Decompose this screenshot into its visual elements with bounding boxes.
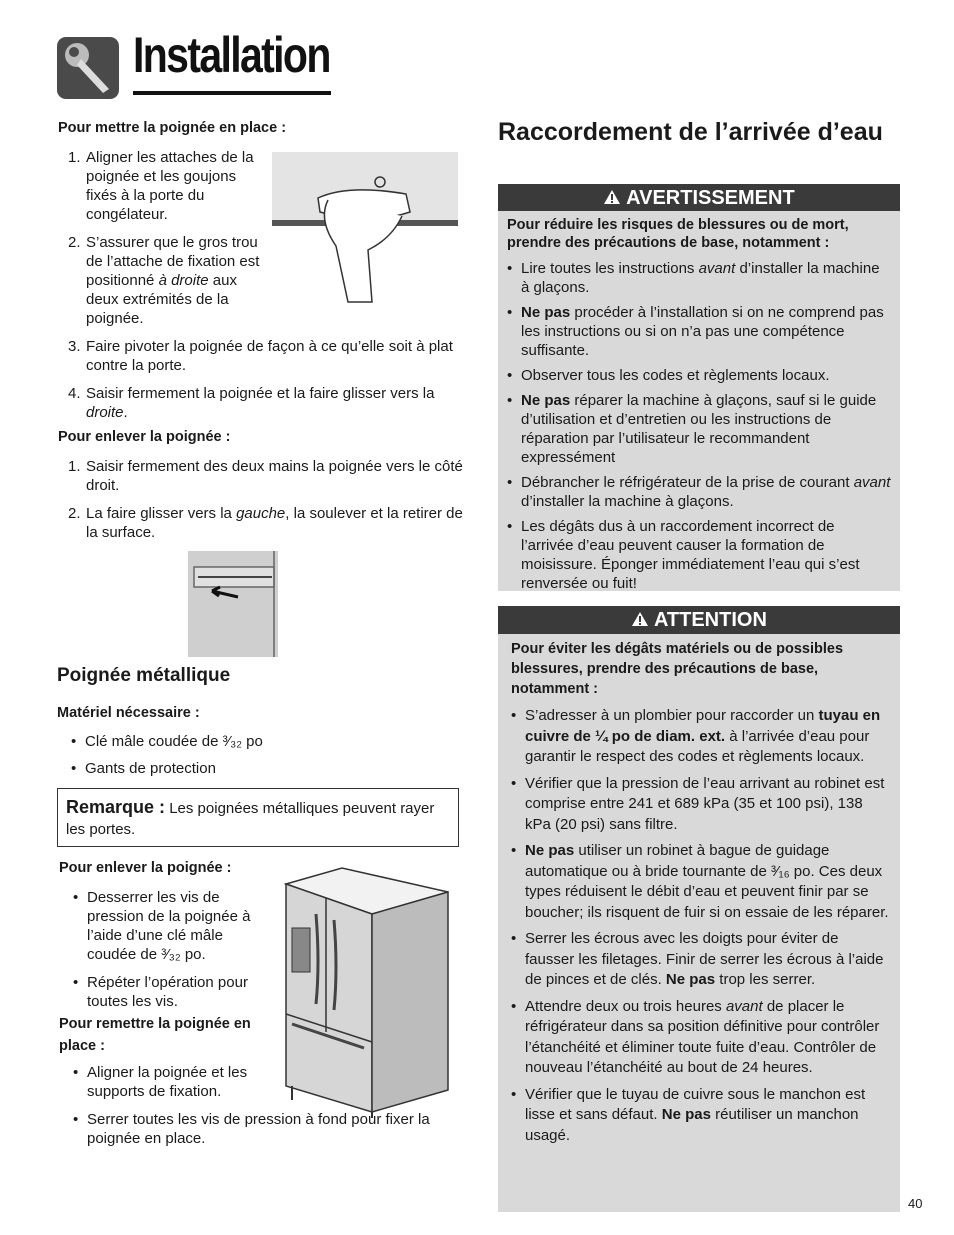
subheading-reinstall-metal-handle: Pour remettre la poignée en place : (59, 1016, 251, 1054)
attention-list (525, 706, 891, 1152)
title-underline (133, 91, 331, 95)
list-item (521, 473, 891, 511)
text-run: Saisir fermement la poignée et la faire glisser vers la (86, 385, 435, 402)
materials-label: Matériel nécessaire : (57, 705, 200, 721)
warning-list (521, 259, 891, 599)
reinstall-metal-item: • Aligner la poignée et les supports de fixation. (87, 1063, 273, 1101)
page-number: 40 (908, 1196, 923, 1211)
warning-label: AVERTISSEMENT (626, 187, 795, 209)
step-1: 1. Aligner les attaches de la poignée et les goujons fixés à la porte du congélateur. (68, 149, 254, 223)
text-run: utiliser un robinet à bague de guidage automatique ou à bride tournante de ³⁄₁₆ po. Ces deux types réduisent le débit d’eau et peuvent finir par se boucher; ils risquent de fuir si on essaie de les réparer. (525, 842, 889, 921)
text-run: avant (853, 474, 891, 491)
list-item (521, 517, 891, 593)
text-run: Débrancher le réfrigérateur de la prise de courant (521, 474, 854, 491)
materials-list (85, 732, 263, 778)
text-run: trop les serrer. (715, 971, 816, 988)
text-run: Saisir fermement des deux mains la poignée vers le côté droit. (86, 458, 463, 494)
warning-intro: Pour réduire les risques de blessures ou de mort, prendre des précautions de base, notamment : (507, 217, 849, 251)
text-run: Aligner les attaches de la poignée et les goujons fixés à la porte du congélateur. (86, 149, 254, 223)
text-run: aux deux extrémités de la poignée. (86, 272, 237, 327)
text-run: d’installer la machine à glaçons. (521, 260, 880, 296)
text-run: gauche (236, 505, 286, 522)
hand-handle-illustration (268, 150, 460, 310)
text-run: S’assurer que le gros trou de l’attache de fixation est positionné (86, 234, 260, 289)
warning-triangle-icon (631, 609, 649, 631)
list-item (525, 841, 891, 923)
drawer-handle-illustration (188, 551, 278, 657)
text-run: Ne pas (665, 971, 716, 988)
remove-metal-list (87, 888, 273, 1011)
text-run: Observer tous les codes et règlements locaux. (521, 367, 830, 384)
text-run: de placer le réfrigérateur dans sa position définitive pour contrôler l’étanchéité et éliminer toute fuite d’eau. Contrôler de nouveau l’étanchéité au bout de 24 heures. (525, 997, 880, 1076)
list-item (521, 303, 891, 360)
text-run: S’adresser à un plombier pour raccorder un (525, 707, 819, 724)
text-run: , la soulever et la retirer de la surface. (86, 505, 463, 541)
attention-header (498, 606, 900, 634)
step-1: 1. Saisir fermement des deux mains la poignée vers le côté droit. (68, 458, 463, 494)
note-text: Les poignées métalliques peuvent rayer les portes. (66, 800, 435, 838)
text-run: Serrer les écrous avec les doigts pour éviter de fausser les filetages. Finir de serrer les écrous à l’aide de pinces et de clés. (525, 930, 884, 988)
text-run: réutiliser un manchon usagé. (525, 1106, 859, 1144)
note-box (57, 788, 459, 847)
material-item: • Clé mâle coudée de ³⁄₃₂ po (85, 732, 263, 751)
step-3: 3. Faire pivoter la poignée de façon à ce qu’elle soit à plat contre la porte. (68, 338, 453, 374)
text-run: droite (86, 404, 124, 421)
installation-wrench-icon (57, 37, 119, 99)
subheading-install-handle: Pour mettre la poignée en place : (58, 120, 287, 136)
step-2: 2. S’assurer que le gros trou de l’attache de fixation est positionné à droite aux deux extrémités de la poignée. (68, 234, 260, 327)
section-heading-metal-handle: Poignée métallique (57, 665, 231, 686)
text-run: réparer la machine à glaçons, sauf si le guide d’utilisation et d’entretien ou les instructions de réparation par l’utilisateur le recommandent expressément (521, 392, 877, 466)
text-run: Ne pas (521, 392, 571, 409)
subheading-remove-metal-handle: Pour enlever la poignée : (59, 860, 232, 876)
list-item (525, 997, 891, 1079)
list-item (525, 1085, 891, 1147)
remove-metal-item: • Desserrer les vis de pression de la poignée à l’aide d’une clé mâle coudée de ³⁄₃₂ po. (87, 888, 273, 964)
text-run: avant (698, 260, 736, 277)
note-label: Remarque : (66, 797, 166, 817)
reinstall-metal-item: • Serrer toutes les vis de pression à fond pour fixer la poignée en place. (87, 1110, 435, 1148)
refrigerator-illustration (282, 864, 454, 1118)
attention-intro: Pour éviter les dégâts matériels ou de possibles blessures, prendre des précautions de base, notamment : (511, 641, 844, 697)
text-run: d’installer la machine à glaçons. (521, 493, 734, 510)
text-run: La faire glisser vers la (86, 505, 237, 522)
attention-label: ATTENTION (653, 609, 767, 631)
page-title: Installation (133, 27, 330, 83)
text-run: à l’arrivée d’eau pour garantir le respect des codes et règlements locaux. (525, 727, 870, 765)
subheading-remove-handle: Pour enlever la poignée : (58, 429, 231, 445)
text-run: avant (725, 997, 763, 1015)
text-run: Ne pas (661, 1106, 711, 1123)
text-run: Faire pivoter la poignée de façon à ce qu’elle soit à plat contre la porte. (86, 338, 453, 374)
text-run: Vérifier que la pression de l’eau arrivant au robinet est comprise entre 241 et 689 kPa (35 et 100 psi), 138 kPa (20 psi) sans filtre. (525, 774, 885, 833)
material-item: • Gants de protection (85, 759, 263, 778)
list-item (525, 929, 891, 991)
remove-steps (68, 457, 464, 542)
text-run: tuyau en cuivre de ¼ po de diam. ext. (525, 707, 881, 745)
text-run: Lire toutes les instructions (521, 260, 699, 277)
text-run: procéder à l’installation si on ne comprend pas les instructions ou si on n’a pas une compétence suffisante. (521, 304, 884, 359)
warning-header (498, 184, 900, 211)
step-4: 4. Saisir fermement la poignée et la faire glisser vers la droite. (68, 385, 435, 421)
section-title-water-line: Raccordement de l’arrivée d’eau (498, 118, 883, 146)
text-run: Vérifier que le tuyau de cuivre sous le manchon est lisse et sans défaut. (525, 1085, 866, 1123)
text-run: Les dégâts dus à un raccordement incorrect de l’arrivée d’eau peuvent causer la formation de moisissure. Éponger immédiatement l’eau qui s’est renversée ou fuit! (521, 518, 860, 592)
list-item (521, 366, 891, 385)
list-item (521, 259, 891, 297)
warning-triangle-icon (603, 187, 621, 209)
text-run: . (123, 404, 128, 421)
text-run: Attendre deux ou trois heures (525, 997, 726, 1015)
text-run: à droite (158, 272, 209, 289)
text-run: Ne pas (521, 304, 571, 321)
text-run: Ne pas (525, 842, 575, 859)
list-item (521, 391, 891, 467)
step-2: 2. La faire glisser vers la gauche, la soulever et la retirer de la surface. (68, 505, 463, 541)
list-item (525, 774, 891, 836)
remove-metal-item: • Répéter l’opération pour toutes les vis. (87, 973, 273, 1011)
list-item (525, 706, 891, 768)
